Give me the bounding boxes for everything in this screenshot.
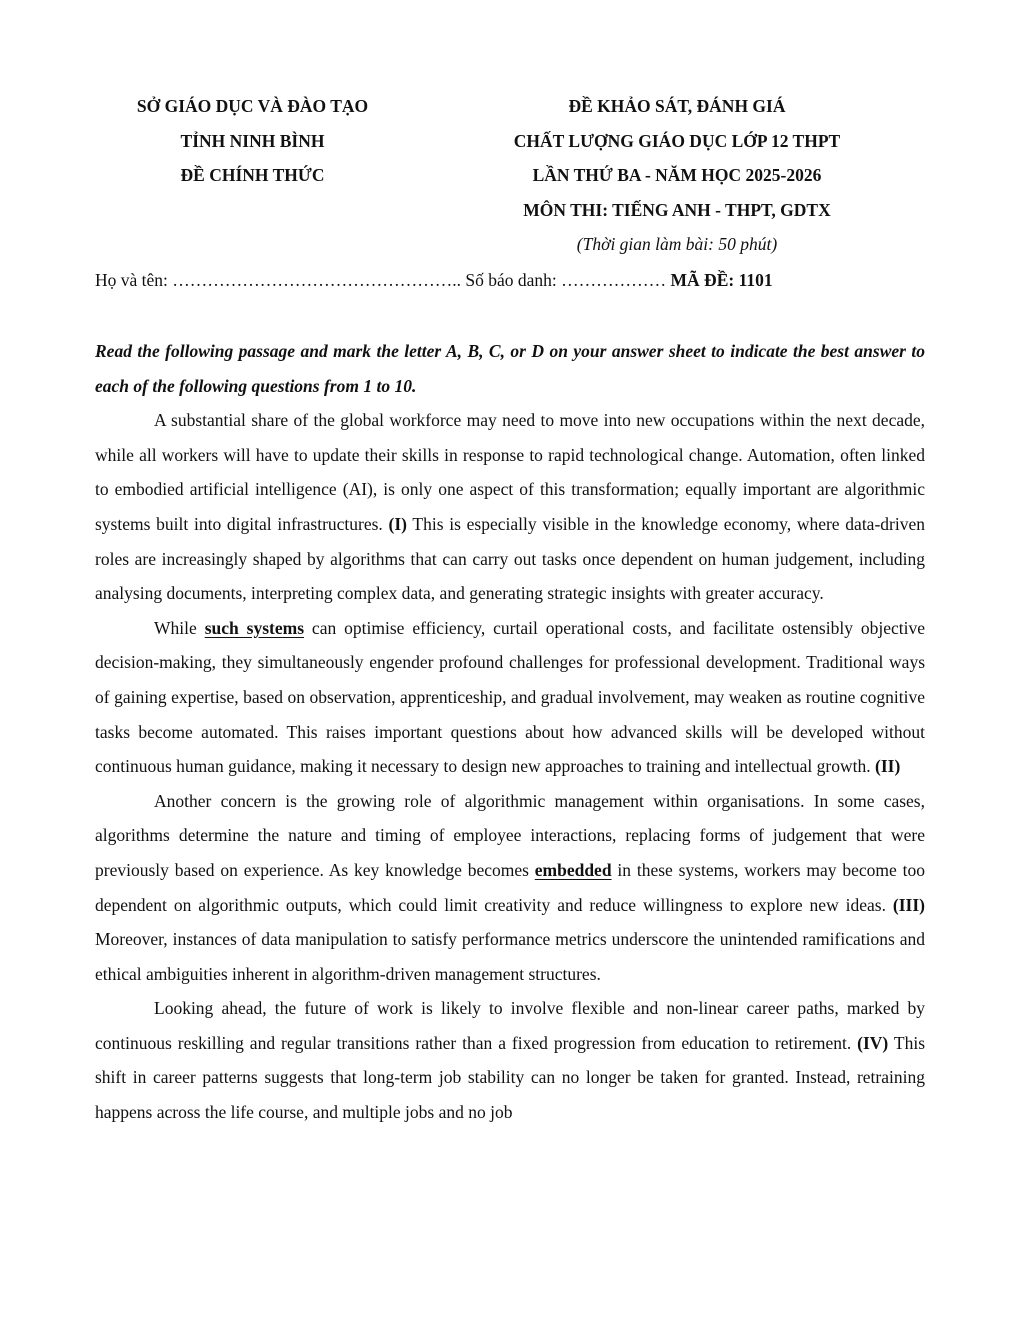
province-name: TỈNH NINH BÌNH bbox=[180, 130, 325, 151]
passage-paragraph-1 bbox=[95, 403, 925, 611]
p1-text-a: A substantial share of the global workforce may need to move into new occupations within the next decade, while all workers will have to update their skills in response to rapid technological change. Automation, often linked to embodied artificial intelligence (AI), is only one aspect of this transformation; equally important are algorithmic systems built into digital infrastructures. bbox=[95, 410, 925, 534]
marker-ii: (II) bbox=[875, 756, 901, 777]
exam-subject: MÔN THI: TIẾNG ANH - THPT, GDTX bbox=[523, 199, 831, 220]
p3-text-c: Moreover, instances of data manipulation to satisfy performance metrics underscore the unintended ramifications and ethical ambiguities inherent in algorithm-driven management structures. bbox=[95, 929, 925, 984]
underlined-embedded: embedded bbox=[534, 859, 612, 880]
student-name-field: Họ và tên: ………………………………………….. Số báo danh: ……………… bbox=[95, 270, 671, 290]
p3-text-a: Another concern is the growing role of algorithmic management within organisations. In some cases, algorithms determine the nature and timing of employee interactions, replacing forms of judgement that were previously based on experience. As key knowledge becomes bbox=[95, 790, 925, 880]
p2-text-b: can optimise efficiency, curtail operational costs, and facilitate ostensibly objective decision-making, they simultaneously engender profound challenges for professional development. Traditional ways of gaining expertise, based on observation, apprenticeship, and gradual involvement, may weaken as routine cognitive tasks become automated. This raises important questions about how advanced skills will be developed without continuous human guidance, making it necessary to design new approaches to training and intellectual growth. bbox=[95, 617, 926, 777]
p4-text-a: Looking ahead, the future of work is likely to involve flexible and non-linear career paths, marked by continuous reskilling and regular transitions rather than a fixed progression from education to retirement. bbox=[95, 998, 925, 1053]
underlined-such-systems: such systems bbox=[204, 617, 305, 638]
passage-paragraph-2 bbox=[95, 611, 925, 784]
instruction-text: Read the following passage and mark the letter A, B, C, or D on your answer sheet to indicate the best answer to each of the following questions from 1 to 10. bbox=[95, 341, 925, 396]
passage-paragraph-4 bbox=[95, 991, 925, 1129]
reading-section bbox=[95, 334, 925, 1130]
official-label: ĐỀ CHÍNH THỨC bbox=[180, 165, 325, 186]
header-right bbox=[462, 92, 892, 265]
exam-code: MÃ ĐỀ: 1101 bbox=[670, 270, 773, 290]
p1-text-b: This is especially visible in the knowledge economy, where data-driven roles are increasingly shaped by algorithms that can carry out tasks once dependent on human judgement, including analysing documents, interpreting complex data, and generating strategic insights with greater accuracy. bbox=[95, 513, 925, 604]
exam-subtitle: CHẤT LƯỢNG GIÁO DỤC LỚP 12 THPT bbox=[513, 130, 841, 151]
marker-i: (I) bbox=[388, 513, 408, 534]
p4-text-b: This shift in career patterns suggests that long-term job stability can no longer be taken for granted. Instead, retraining happens across the life course, and multiple jobs and no job bbox=[95, 1032, 926, 1123]
marker-iv: (IV) bbox=[857, 1032, 889, 1053]
passage-paragraph-3 bbox=[95, 784, 925, 992]
exam-title: ĐỀ KHẢO SÁT, ĐÁNH GIÁ bbox=[568, 96, 786, 116]
marker-iii: (III) bbox=[892, 894, 925, 915]
exam-duration: (Thời gian làm bài: 50 phút) bbox=[576, 234, 778, 255]
department-name: SỞ GIÁO DỤC VÀ ĐÀO TẠO bbox=[136, 96, 369, 116]
header-left bbox=[95, 92, 410, 196]
exam-round: LẦN THỨ BA - NĂM HỌC 2025-2026 bbox=[532, 165, 822, 186]
p2-text-a: While bbox=[154, 617, 205, 638]
student-info-line bbox=[95, 266, 925, 294]
p3-text-b: in these systems, workers may become too dependent on algorithmic outputs, which could limit creativity and reduce willingness to explore new ideas. bbox=[95, 859, 925, 915]
